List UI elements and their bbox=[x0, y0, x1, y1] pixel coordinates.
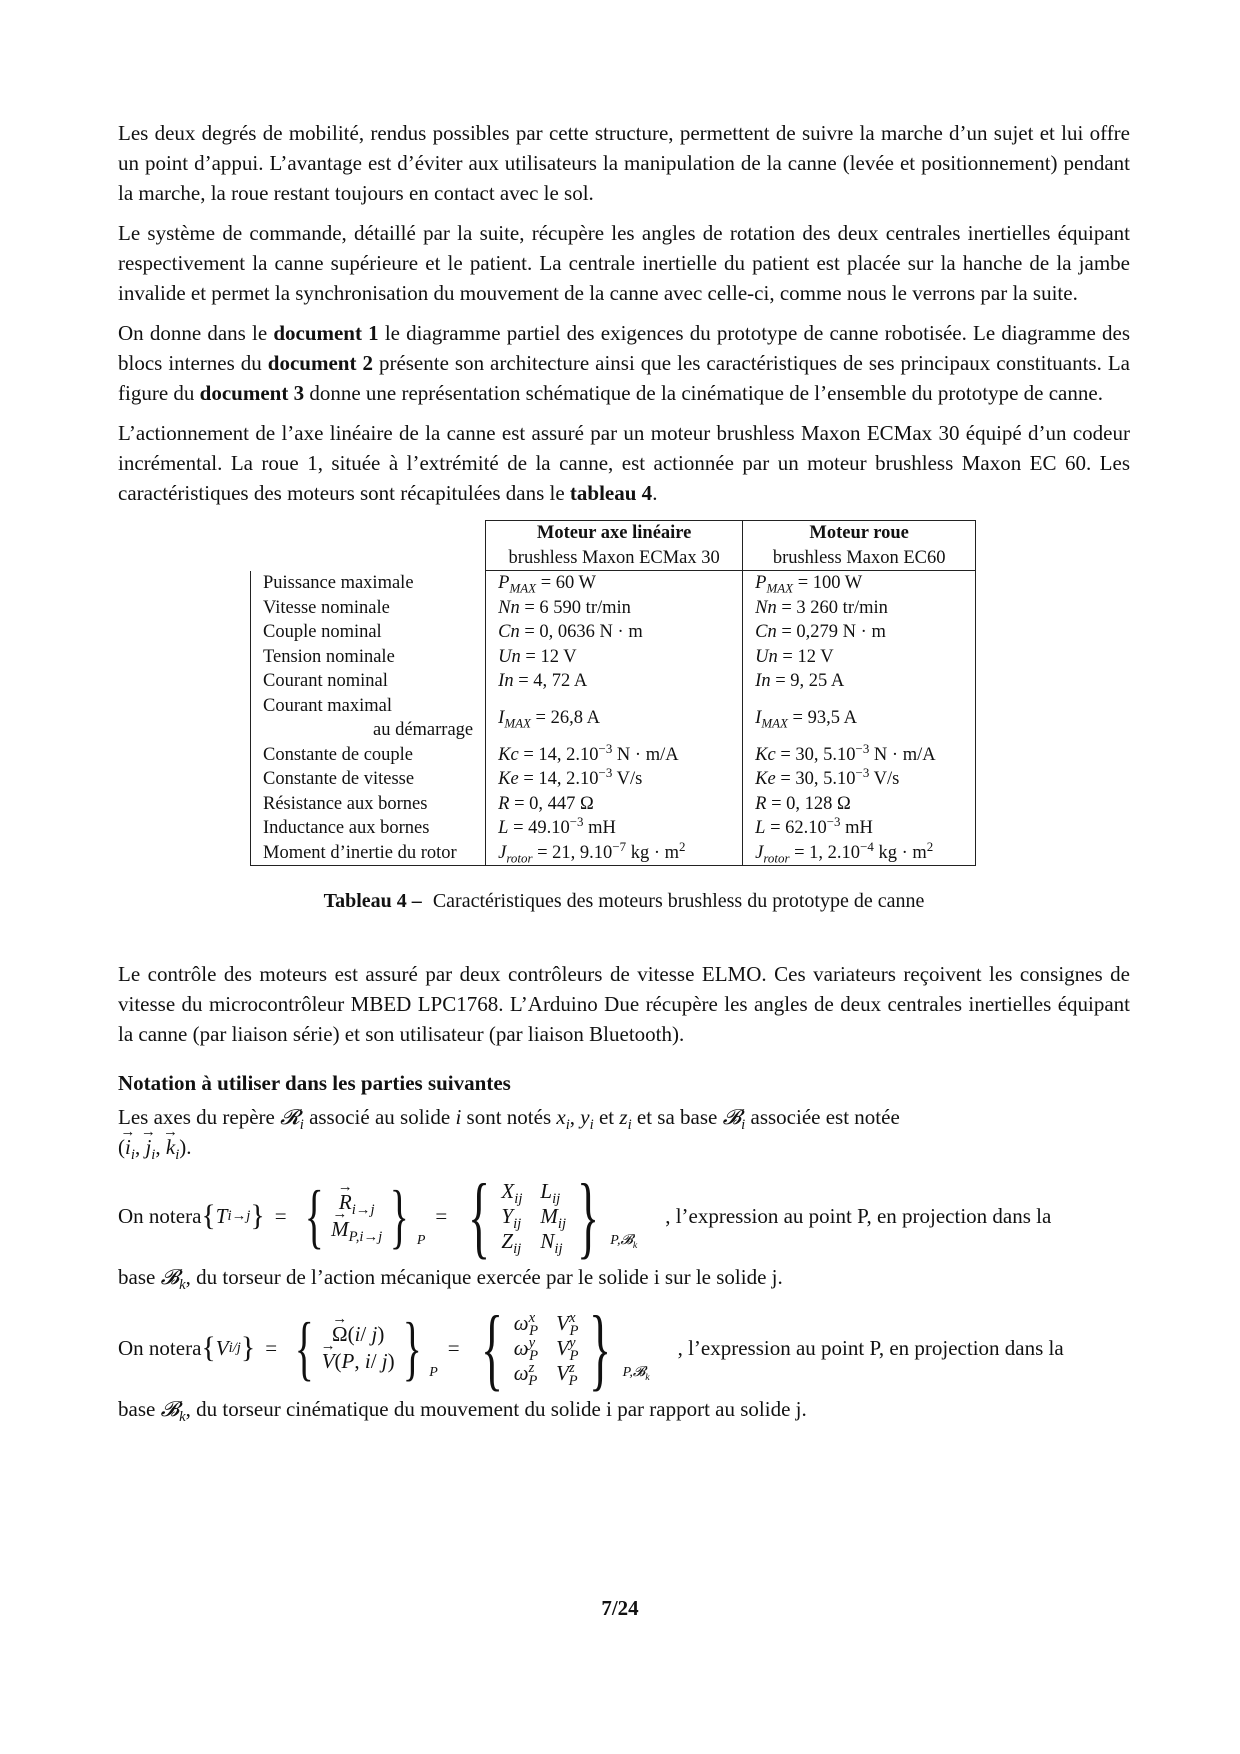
caption-text: Caractéristiques des moteurs brushless du prototype de canne bbox=[432, 890, 925, 912]
table-row bbox=[251, 645, 976, 670]
text: , l’expression au point P, en projection dans la bbox=[677, 1336, 1064, 1360]
matrix-cell: $V^x_P$ bbox=[556, 1309, 579, 1339]
matrix-cell: $X_{ij}$ bbox=[501, 1178, 523, 1207]
paragraph-control-system: Le système de commande, détaillé par la suite, récupère les angles de rotation des deux centrales inertielles équipant respectivement la canne supérieure et le patient. La centrale inertielle du patient est placée sur la hanche de la jambe invalide et permet la synchronisation du mouvement de la canne avec celle-ci, comme nous le verrons par la suite. bbox=[118, 221, 1130, 305]
wheel-motor-value: $L = 62.10^{-3}$ mH bbox=[743, 816, 976, 841]
row-label: Moment d’inertie du rotor bbox=[251, 841, 486, 866]
row-label: Couple nominal bbox=[251, 620, 486, 645]
ref-document-1: document 1 bbox=[273, 321, 379, 345]
paragraph-mobility: Les deux degrés de mobilité, rendus possibles par cette structure, permettent de suivre la marche d’un sujet et lui offre un point d’appui. L’avantage est d’éviter aux utilisateurs la manipulation de la canne (levée et positionnement) pendant la marche, la roue restant toujours en contact avec le sol. bbox=[118, 121, 1130, 205]
paragraph-torseur-action-desc: base 𝓑$_k$, du torseur de l’action mécanique exercée par le solide i sur le solide j. bbox=[118, 1265, 783, 1294]
header-subtitle: brushless Maxon ECMax 30 bbox=[508, 547, 720, 568]
text: base bbox=[118, 1397, 161, 1421]
paragraph-axes: Les axes du repère 𝓡$_i$ associé au solide i sont notés $x_i$, $y_i$ et $z_i$ et sa base 𝓑$_i$ associée est notée (→ $i_i$, → $j_i$, → $k_i$). bbox=[118, 1102, 1130, 1162]
header-linear-motor bbox=[486, 521, 743, 571]
linear-motor-value: Kc = 14, $2.10^{-3}$ N · m/A bbox=[486, 743, 743, 768]
paragraph-documents bbox=[118, 318, 1130, 408]
table-row bbox=[251, 743, 976, 768]
matrix-cell: $Y_{ij}$ bbox=[501, 1203, 522, 1232]
linear-motor-value: $I_{MAX} = 26,8$ A bbox=[486, 694, 743, 743]
linear-motor-value: $J_{rotor} = 21$, $9.10^{-7}$ kg · $m^2$ bbox=[486, 841, 743, 866]
text: ( bbox=[118, 1135, 125, 1159]
row-label: Courant nominal bbox=[251, 669, 486, 694]
frame-symbol: 𝓡 bbox=[280, 1105, 300, 1129]
vector-i: → i bbox=[125, 1132, 131, 1162]
table-row bbox=[251, 669, 976, 694]
text: base bbox=[118, 1265, 161, 1289]
row-label: Courant maximal au démarrage bbox=[251, 694, 486, 743]
linear-motor-value: R = 0, 447 Ω bbox=[486, 792, 743, 817]
text: Les axes du repère bbox=[118, 1105, 281, 1129]
wheel-motor-value: $J_{rotor} = 1$, $2.10^{-4}$ kg · $m^2$ bbox=[743, 841, 976, 866]
vector-j: → j bbox=[145, 1132, 151, 1162]
motor-table-wrapper bbox=[250, 520, 1130, 866]
matrix-cell: $L_{ij}$ bbox=[540, 1178, 561, 1207]
text: et bbox=[593, 1105, 620, 1129]
text: On notera bbox=[118, 1204, 202, 1228]
text: L’actionnement de l’axe linéaire de la canne est assuré par un moteur brushless Maxon ECMax 30 équipé d’un codeur incrémental. La roue 1, située à l’extrémité de la canne, est actionnée par un moteur brushless Maxon EC 60. Les caractéristiques des moteurs sont récapitulées dans le bbox=[118, 421, 1130, 505]
text: , du torseur de l’action mécanique exercée par le solide i sur le solide j. bbox=[185, 1265, 783, 1289]
torseur-components-matrix bbox=[501, 1178, 567, 1257]
matrix-cell: $\omega^z_P$ bbox=[513, 1359, 538, 1389]
table-row bbox=[251, 767, 976, 792]
header-title: Moteur roue bbox=[809, 523, 909, 543]
table-caption bbox=[118, 890, 1130, 913]
table-header-row bbox=[251, 521, 976, 571]
row-label: Inductance aux bornes bbox=[251, 816, 486, 841]
header-blank-cell bbox=[251, 521, 486, 571]
caption-label: Tableau 4 – bbox=[323, 890, 422, 912]
text: , du torseur cinématique du mouvement du solide i par rapport au solide j. bbox=[185, 1397, 807, 1421]
linear-motor-value: In = 4, 72 A bbox=[486, 669, 743, 694]
matrix-cell: $\omega^x_P$ bbox=[513, 1309, 539, 1339]
text: ). bbox=[179, 1135, 192, 1159]
text: associé au solide bbox=[303, 1105, 456, 1129]
wheel-motor-value: Cn = 0,279 N · m bbox=[743, 620, 976, 645]
table-row bbox=[251, 841, 976, 866]
row-label: Constante de couple bbox=[251, 743, 486, 768]
base-symbol: 𝓑 bbox=[722, 1105, 742, 1129]
linear-motor-value: Un = 12 V bbox=[486, 645, 743, 670]
torseur-vectors: → $R_{i\to j}$ → $M_{P,i\to j}$ bbox=[331, 1189, 382, 1243]
wheel-motor-value: Un = 12 V bbox=[743, 645, 976, 670]
equation-torseur-cinematique: On notera { V i/j } = { → Ω(i/ j) → V(P, i/ j) } P = { $\omega^x_P$ $V^x_P$ $\omega^y_P$ $V^y_P$ $\omega^z_P$ $V^z_P$ } P,𝓑$_k$ , l’expression au point P, en projection dans la bbox=[118, 1302, 1130, 1394]
matrix-cell: $N_{ij}$ bbox=[540, 1228, 563, 1257]
base-symbol: 𝓑 bbox=[160, 1397, 180, 1421]
row-label: Puissance maximale bbox=[251, 571, 486, 596]
ref-document-2: document 2 bbox=[267, 351, 373, 375]
row-label: Résistance aux bornes bbox=[251, 792, 486, 817]
table-row bbox=[251, 620, 976, 645]
wheel-motor-value: Kc = 30, $5.10^{-3}$ N · m/A bbox=[743, 743, 976, 768]
header-subtitle: brushless Maxon EC60 bbox=[772, 547, 946, 568]
header-wheel-motor bbox=[743, 521, 976, 571]
equation-torseur-action: On notera { T i→j } = { → $R_{i\to j}$ → $M_{P,i\to j}$ } P = { $X_{ij}$ $L_{ij}$ $Y_{ij}$ $M_{ij}$ $Z_{ij}$ $N_{ij}$ } P,𝓑$_k$ , l’expression au point P, en projection dans la bbox=[118, 1170, 1130, 1262]
text: sont notés bbox=[461, 1105, 557, 1129]
linear-motor-value: $P_{MAX} = 60$ W bbox=[486, 571, 743, 596]
row-label: Constante de vitesse bbox=[251, 767, 486, 792]
torseur-vectors: → Ω(i/ j) → V(P, i/ j) bbox=[322, 1321, 395, 1375]
vector-k: → k bbox=[166, 1132, 175, 1162]
wheel-motor-value: Nn = 3 260 tr/min bbox=[743, 596, 976, 621]
text: , l’expression au point P, en projection dans la bbox=[665, 1204, 1052, 1228]
text: On notera bbox=[118, 1336, 202, 1360]
matrix-cell: $V^z_P$ bbox=[556, 1359, 578, 1389]
matrix-cell: $Z_{ij}$ bbox=[501, 1228, 522, 1257]
page-number: 7/24 bbox=[601, 1596, 639, 1620]
matrix-cell: $V^y_P$ bbox=[556, 1334, 579, 1364]
text: et sa base bbox=[631, 1105, 723, 1129]
row-label: Tension nominale bbox=[251, 645, 486, 670]
table-row bbox=[251, 571, 976, 596]
text: présente son architecture ainsi que les caractéristiques de ses principaux constituants. La figure du bbox=[118, 351, 1130, 405]
table-row bbox=[251, 694, 976, 743]
linear-motor-value: $L = 49.10^{-3}$ mH bbox=[486, 816, 743, 841]
text: le diagramme partiel des exigences du prototype de canne robotisée. Le diagramme des blocs internes du bbox=[118, 321, 1130, 375]
wheel-motor-value: R = 0, 128 Ω bbox=[743, 792, 976, 817]
paragraph-controllers: Le contrôle des moteurs est assuré par deux contrôleurs de vitesse ELMO. Ces variateurs reçoivent les consignes de vitesse du microcontrôleur MBED LPC1768. L’Arduino Due récupère les angles de deux centrales inertielles équipant la canne (par liaison série) et son utilisateur (par liaison Bluetooth). bbox=[118, 962, 1130, 1046]
text: donne une représentation schématique de la cinématique de l’ensemble du prototype de canne. bbox=[304, 381, 1103, 405]
matrix-cell: $M_{ij}$ bbox=[540, 1203, 567, 1232]
table-row bbox=[251, 816, 976, 841]
wheel-motor-value: $I_{MAX} = 93,5$ A bbox=[743, 694, 976, 743]
row-label: Vitesse nominale bbox=[251, 596, 486, 621]
wheel-motor-value: In = 9, 25 A bbox=[743, 669, 976, 694]
linear-motor-value: Cn = 0, 0636 N · m bbox=[486, 620, 743, 645]
text: . bbox=[652, 481, 658, 505]
table-body bbox=[251, 571, 976, 866]
paragraph-torseur-cinematique-desc: base 𝓑$_k$, du torseur cinématique du mouvement du solide i par rapport au solide j. bbox=[118, 1397, 807, 1426]
linear-motor-value: Ke = 14, $2.10^{-3}$ V/s bbox=[486, 767, 743, 792]
text: associée est notée bbox=[745, 1105, 900, 1129]
paragraph-actuation bbox=[118, 418, 1130, 508]
motor-specs-table bbox=[250, 520, 976, 866]
wheel-motor-value: Ke = 30, $5.10^{-3}$ V/s bbox=[743, 767, 976, 792]
kinematic-components-matrix bbox=[513, 1309, 579, 1389]
base-symbol: 𝓑 bbox=[160, 1265, 180, 1289]
document-page bbox=[118, 118, 1130, 1434]
matrix-cell: $\omega^y_P$ bbox=[513, 1334, 539, 1364]
ref-document-3: document 3 bbox=[199, 381, 305, 405]
linear-motor-value: Nn = 6 590 tr/min bbox=[486, 596, 743, 621]
wheel-motor-value: $P_{MAX} = 100$ W bbox=[743, 571, 976, 596]
table-row bbox=[251, 792, 976, 817]
table-row bbox=[251, 596, 976, 621]
section-heading-notation: Notation à utiliser dans les parties suivantes bbox=[118, 1071, 511, 1095]
ref-tableau-4: tableau 4 bbox=[569, 481, 653, 505]
header-title: Moteur axe linéaire bbox=[536, 523, 692, 543]
text: On donne dans le bbox=[118, 321, 274, 345]
